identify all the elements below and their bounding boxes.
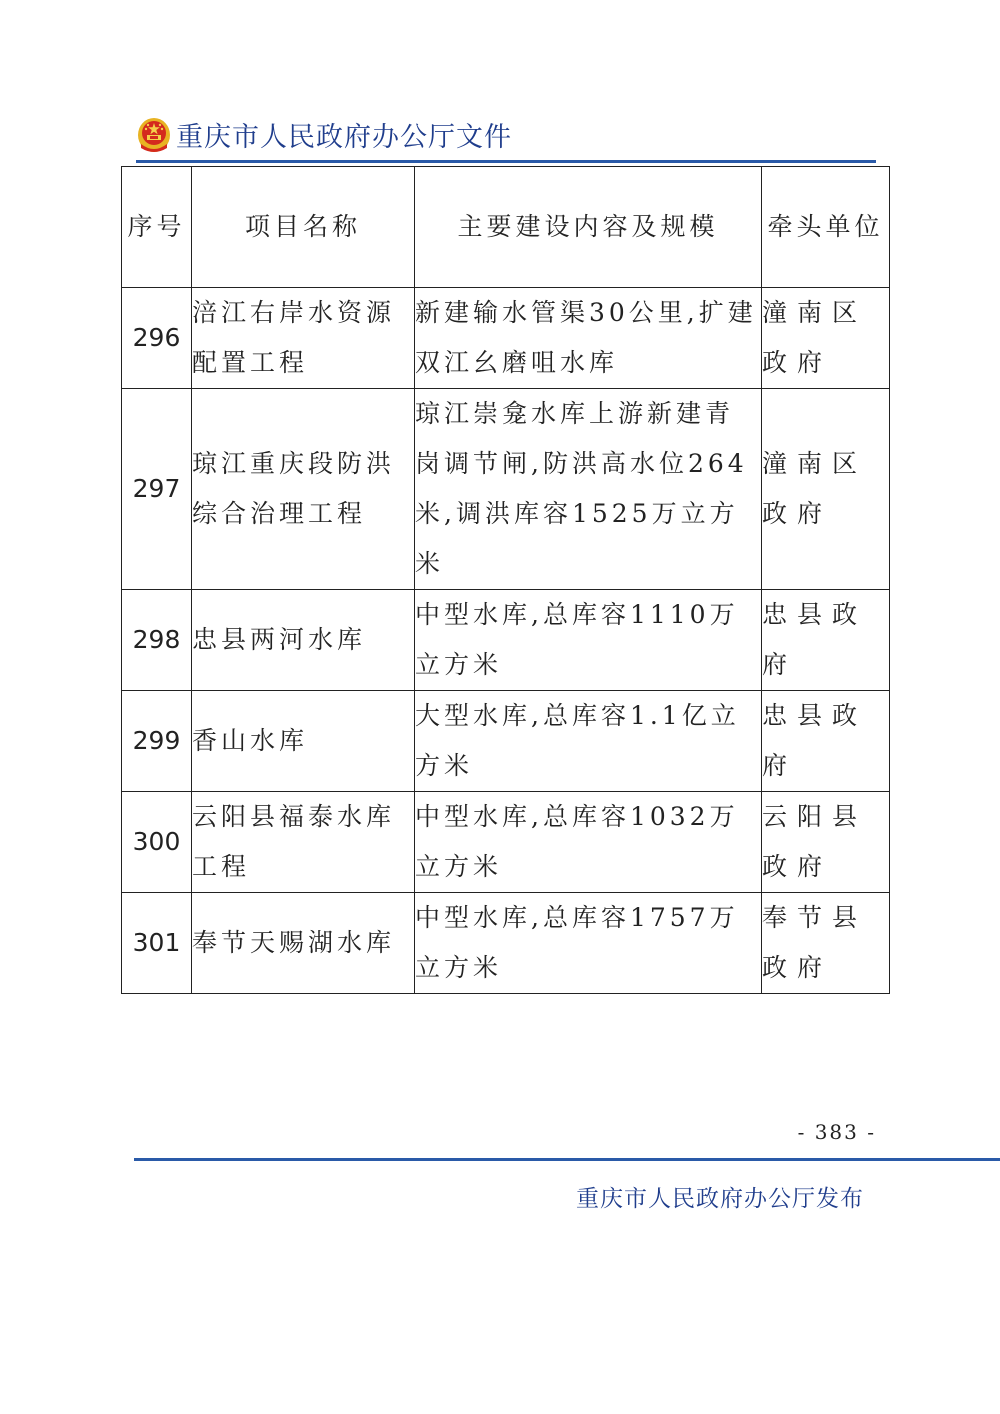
row-name: 涪江右岸水资源配置工程	[192, 288, 415, 389]
header-name: 项目名称	[192, 167, 415, 288]
row-content: 新建输水管渠30公里,扩建双江幺磨咀水库	[415, 288, 762, 389]
header-divider	[136, 160, 876, 163]
row-content: 中型水库,总库容1110万立方米	[415, 590, 762, 691]
row-name: 云阳县福泰水库工程	[192, 792, 415, 893]
row-name: 忠县两河水库	[192, 590, 415, 691]
row-unit: 云阳县政府	[762, 792, 890, 893]
footer-publisher: 重庆市人民政府办公厅发布	[576, 1186, 864, 1212]
row-seq: 298	[122, 590, 192, 691]
header-title: 重庆市人民政府办公厅文件	[176, 121, 512, 153]
row-content: 中型水库,总库容1757万立方米	[415, 893, 762, 994]
table-row	[122, 590, 890, 691]
project-table	[121, 166, 890, 994]
row-name: 琼江重庆段防洪综合治理工程	[192, 389, 415, 590]
row-seq: 297	[122, 389, 192, 590]
row-unit: 奉节县政府	[762, 893, 890, 994]
row-unit: 潼南区政府	[762, 389, 890, 590]
table-row	[122, 893, 890, 994]
table-header-row	[122, 167, 890, 288]
row-seq: 301	[122, 893, 192, 994]
row-name: 香山水库	[192, 691, 415, 792]
footer-divider	[134, 1158, 1000, 1161]
row-unit: 潼南区政府	[762, 288, 890, 389]
row-seq: 299	[122, 691, 192, 792]
row-content: 大型水库,总库容1.1亿立方米	[415, 691, 762, 792]
row-seq: 300	[122, 792, 192, 893]
document-header	[136, 112, 512, 156]
row-unit: 忠县政府	[762, 691, 890, 792]
table-row	[122, 792, 890, 893]
row-seq: 296	[122, 288, 192, 389]
row-content: 琼江崇龛水库上游新建青岗调节闸,防洪高水位264米,调洪库容1525万立方米	[415, 389, 762, 590]
table-row	[122, 389, 890, 590]
header-content: 主要建设内容及规模	[415, 167, 762, 288]
row-unit: 忠县政府	[762, 590, 890, 691]
table-row	[122, 691, 890, 792]
header-unit: 牵头单位	[762, 167, 890, 288]
table-row	[122, 288, 890, 389]
header-seq: 序号	[122, 167, 192, 288]
row-name: 奉节天赐湖水库	[192, 893, 415, 994]
national-emblem-icon	[136, 114, 172, 154]
page-number: - 383 -	[797, 1120, 876, 1144]
row-content: 中型水库,总库容1032万立方米	[415, 792, 762, 893]
